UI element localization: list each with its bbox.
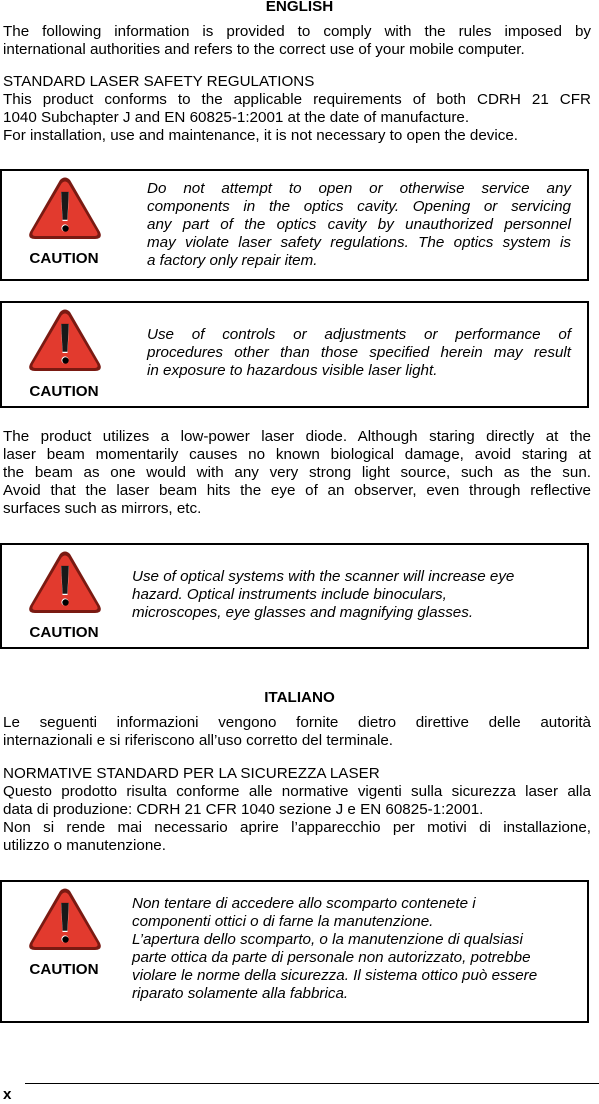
text-line: riparato solamente alla fabbrica. xyxy=(132,985,349,1002)
regulations-title: STANDARD LASER SAFETY REGULATIONS xyxy=(3,73,315,90)
text-line: may violate laser safety regulations. The optics system is xyxy=(147,234,571,251)
footer-rule xyxy=(25,1083,599,1084)
caution-text xyxy=(132,568,572,622)
text-line: 1040 Subchapter J and EN 60825-1:2001 at the date of manufacture. xyxy=(3,109,470,126)
text-line: in exposure to hazardous visible laser light. xyxy=(147,362,438,379)
caution-label: CAUTION xyxy=(29,383,99,400)
english-laser-diode-paragraph xyxy=(3,428,591,518)
text-line: Do not attempt to open or otherwise service any xyxy=(147,180,571,197)
caution-box xyxy=(0,301,589,408)
text-line: utilizzo o manutenzione. xyxy=(3,837,166,854)
text-line: international authorities and refers to the correct use of your mobile computer. xyxy=(3,41,525,58)
caution-label: CAUTION xyxy=(29,624,99,641)
caution-box xyxy=(0,543,589,649)
regulations-title: NORMATIVE STANDARD PER LA SICUREZZA LASER xyxy=(3,765,380,782)
text-line: Questo prodotto risulta conforme alle normative vigenti sulla sicurezza laser alla xyxy=(3,783,591,800)
caution-box xyxy=(0,169,589,281)
text-line: hazard. Optical instruments include binoculars, xyxy=(132,586,447,603)
caution-text xyxy=(132,895,582,1003)
text-line: The product utilizes a low-power laser diode. Although staring directly at the xyxy=(3,428,591,445)
italiano-regulations xyxy=(3,765,591,855)
page-number: x xyxy=(3,1086,12,1103)
warning-triangle-icon xyxy=(27,176,103,242)
english-regulations xyxy=(3,73,591,145)
text-line: surfaces such as mirrors, etc. xyxy=(3,500,202,517)
text-line: a factory only repair item. xyxy=(147,252,318,269)
text-line: Use of controls or adjustments or performance of xyxy=(147,326,571,343)
text-line: Use of optical systems with the scanner will increase eye xyxy=(132,568,515,585)
text-line: componenti ottici o di farne la manutenzione. xyxy=(132,913,434,930)
section-heading-english: ENGLISH xyxy=(265,0,334,15)
text-line: Avoid that the laser beam hits the eye of an observer, even through reflective xyxy=(3,482,591,499)
italiano-intro xyxy=(3,714,591,750)
warning-triangle-icon xyxy=(27,308,103,374)
warning-triangle-icon xyxy=(27,550,103,616)
text-line: data di produzione: CDRH 21 CFR 1040 sezione J e EN 60825-1:2001. xyxy=(3,801,484,818)
text-line: Non tentare di accedere allo scomparto contenete i xyxy=(132,895,476,912)
text-line: components in the optics cavity. Opening or servicing xyxy=(147,198,571,215)
text-line: Le seguenti informazioni vengono fornite dietro direttive delle autorità xyxy=(3,714,591,731)
text-line: L’apertura dello scomparto, o la manutenzione di qualsiasi xyxy=(132,931,523,948)
text-line: For installation, use and maintenance, it is not necessary to open the device. xyxy=(3,127,518,144)
text-line: The following information is provided to comply with the rules imposed by xyxy=(3,23,591,40)
text-line: the beam as one would with any very strong light source, such as the sun. xyxy=(3,464,591,481)
caution-text xyxy=(147,326,571,380)
text-line: laser beam momentarily causes no known biological damage, avoid staring at xyxy=(3,446,591,463)
caution-box xyxy=(0,880,589,1023)
text-line: violare le norme della sicurezza. Il sistema ottico può essere xyxy=(132,967,538,984)
text-line: procedures other than those specified herein may result xyxy=(147,344,571,361)
text-line: Non si rende mai necessario aprire l’apparecchio per motivi di installazione, xyxy=(3,819,591,836)
caution-label: CAUTION xyxy=(29,961,99,978)
text-line: microscopes, eye glasses and magnifying glasses. xyxy=(132,604,474,621)
section-heading-italiano: ITALIANO xyxy=(264,689,335,706)
text-line: internazionali e si riferiscono all’uso corretto del terminale. xyxy=(3,732,393,749)
caution-text xyxy=(147,180,571,270)
warning-triangle-icon xyxy=(27,887,103,953)
english-intro xyxy=(3,23,591,59)
text-line: parte ottica da parte di personale non autorizzato, potrebbe xyxy=(132,949,531,966)
caution-label: CAUTION xyxy=(29,250,99,267)
text-line: This product conforms to the applicable requirements of both CDRH 21 CFR xyxy=(3,91,591,108)
text-line: any part of the optics cavity by unauthorized personnel xyxy=(147,216,571,233)
